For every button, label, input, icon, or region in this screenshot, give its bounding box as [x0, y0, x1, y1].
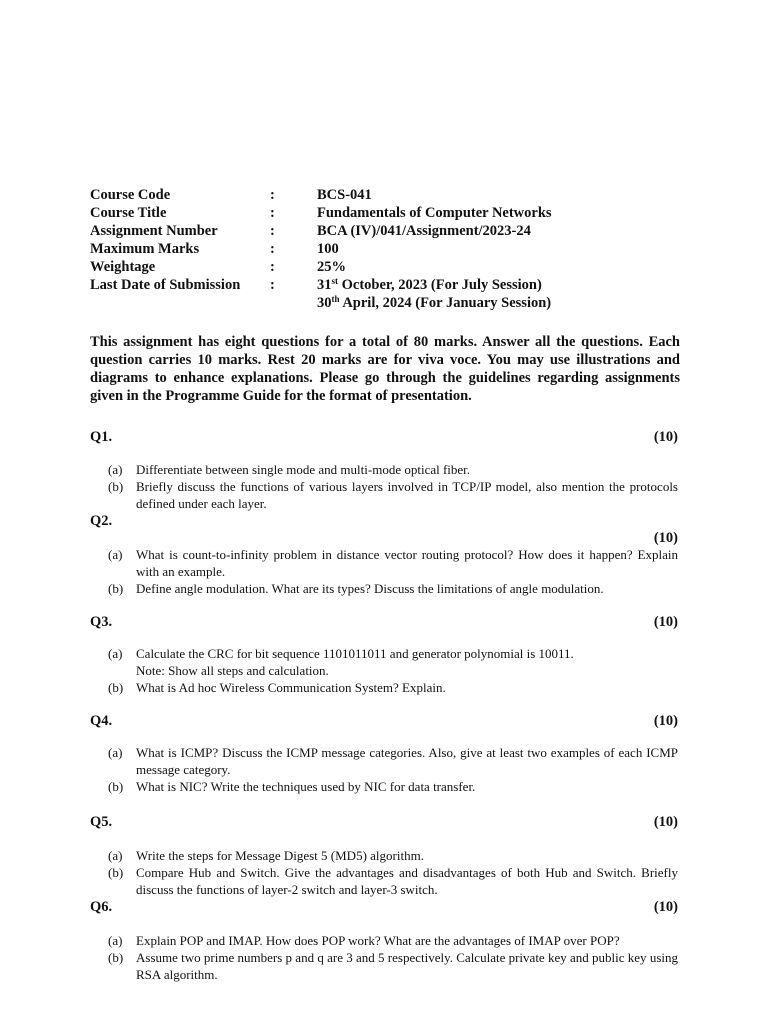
part-text: What is ICMP? Discuss the ICMP message categories. Also, give at least two examples of each ICMP message category. [136, 745, 678, 777]
part-text: What is NIC? Write the techniques used by NIC for data transfer. [136, 779, 476, 794]
part-letter: (a) [108, 547, 123, 562]
question-part [108, 461, 678, 478]
course-info-table [90, 186, 690, 312]
info-value: 25% [317, 259, 346, 275]
question-5-parts [108, 847, 678, 898]
info-row-course-code [90, 186, 690, 204]
date-rest: October, 2023 (For July Session) [338, 277, 542, 293]
info-row-course-title [90, 204, 690, 222]
date-day: 31 [317, 277, 332, 293]
info-row-last-date [90, 276, 690, 294]
question-part [108, 546, 678, 580]
date-day: 30 [317, 295, 332, 311]
question-number: Q2. [90, 513, 113, 529]
question-marks: (10) [653, 814, 678, 830]
part-letter: (b) [108, 950, 124, 965]
part-text: Define angle modulation. What are its types? Discuss the limitations of angle modulation. [136, 581, 604, 596]
info-row-maximum-marks [90, 240, 690, 258]
info-label: Assignment Number [90, 223, 218, 239]
instructions-paragraph: This assignment has eight questions for a total of 80 marks. Answer all the questions. Each question carries 10 marks. Rest 20 marks are for viva voce. You may use illustrations and diagrams to enhance explanations. Please go through the guidelines regarding assignments given in the Programme Guide for the format of presentation. [90, 334, 680, 404]
question-part [108, 932, 678, 949]
question-marks: (10) [653, 614, 678, 630]
info-label: Maximum Marks [90, 241, 200, 257]
question-4-parts [108, 744, 678, 795]
question-marks: (10) [653, 713, 678, 729]
info-row-last-date-2 [90, 294, 690, 312]
question-marks: (10) [653, 530, 678, 546]
date-rest: April, 2024 (For January Session) [339, 295, 552, 311]
part-letter: (b) [108, 680, 124, 695]
info-colon: : [270, 259, 275, 275]
part-letter: (b) [108, 581, 124, 596]
part-letter: (b) [108, 865, 124, 880]
info-value: BCA (IV)/041/Assignment/2023-24 [317, 223, 531, 239]
part-text: Assume two prime numbers p and q are 3 and 5 respectively. Calculate private key and public key using RSA algorithm. [136, 950, 678, 982]
info-row-assignment-number [90, 222, 690, 240]
question-number: Q3. [90, 614, 113, 630]
question-number: Q1. [90, 429, 113, 445]
info-row-weightage [90, 258, 690, 276]
info-colon: : [270, 187, 275, 203]
part-text: Calculate the CRC for bit sequence 1101011011 and generator polynomial is 10011. [136, 646, 574, 661]
question-part [108, 679, 678, 696]
question-part [108, 478, 678, 512]
info-label: Course Title [90, 205, 167, 221]
part-letter: (a) [108, 745, 123, 760]
part-letter: (a) [108, 462, 123, 477]
part-text: Differentiate between single mode and multi-mode optical fiber. [136, 462, 471, 477]
info-colon: : [270, 241, 275, 257]
part-letter: (a) [108, 848, 123, 863]
date-ordinal: st [331, 276, 338, 286]
part-text: What is count-to-infinity problem in distance vector routing protocol? How does it happen? Explain with an example. [136, 547, 678, 579]
part-note: Note: Show all steps and calculation. [136, 663, 329, 678]
question-2-parts [108, 546, 678, 597]
part-text: Write the steps for Message Digest 5 (MD5) algorithm. [136, 848, 424, 863]
info-value: 100 [317, 241, 339, 257]
submission-date-july [317, 276, 542, 294]
question-marks: (10) [653, 429, 678, 445]
date-ordinal: th [331, 294, 340, 304]
question-6-parts [108, 932, 678, 983]
part-letter: (b) [108, 779, 124, 794]
part-text: What is Ad hoc Wireless Communication System? Explain. [136, 680, 446, 695]
part-letter: (a) [108, 933, 123, 948]
question-part [108, 949, 678, 983]
info-value: BCS-041 [317, 187, 372, 203]
question-number: Q6. [90, 899, 113, 915]
info-colon: : [270, 205, 275, 221]
question-part [108, 580, 678, 597]
question-1-parts [108, 461, 678, 512]
submission-date-january [317, 294, 551, 312]
question-part [108, 645, 678, 679]
info-label: Weightage [90, 259, 156, 275]
part-letter: (a) [108, 646, 123, 661]
part-letter: (b) [108, 479, 124, 494]
part-text: Briefly discuss the functions of various layers involved in TCP/IP model, also mention the protocols defined under each layer. [136, 479, 678, 511]
question-marks: (10) [653, 899, 678, 915]
part-text: Compare Hub and Switch. Give the advantages and disadvantages of both Hub and Switch. Briefly discuss the functions of layer-2 switch and layer-3 switch. [136, 865, 678, 897]
question-number: Q4. [90, 713, 113, 729]
info-value: Fundamentals of Computer Networks [317, 205, 552, 221]
question-part [108, 744, 678, 778]
question-part [108, 847, 678, 864]
info-colon: : [270, 223, 275, 239]
info-colon: : [270, 277, 275, 293]
info-label: Course Code [90, 187, 171, 203]
part-text: Explain POP and IMAP. How does POP work? What are the advantages of IMAP over POP? [136, 933, 620, 948]
question-number: Q5. [90, 814, 113, 830]
question-part [108, 864, 678, 898]
question-part [108, 778, 678, 795]
info-label: Last Date of Submission [90, 277, 241, 293]
question-3-parts [108, 645, 678, 696]
